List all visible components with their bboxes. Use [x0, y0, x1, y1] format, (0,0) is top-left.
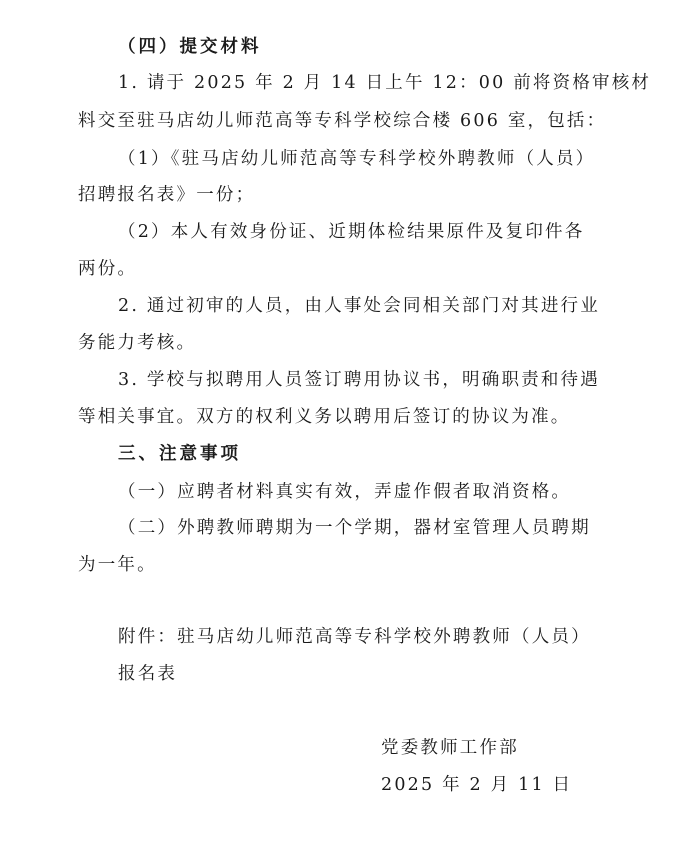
item-2-line-2: 务能力考核。	[78, 333, 197, 353]
sub-item-2-line-2: 两份。	[78, 259, 138, 279]
item-3-line-2: 等相关事宜。双方的权利义务以聘用后签订的协议为准。	[78, 407, 571, 427]
notes-heading: 三、注意事项	[118, 444, 241, 464]
signature-department: 党委教师工作部	[381, 738, 519, 758]
attachment-line-1: 附件：驻马店幼儿师范高等专科学校外聘教师（人员）	[118, 627, 591, 647]
signature-date: 2025 年 2 月 11 日	[381, 775, 573, 795]
sub-item-1-line-1: （1）《驻马店幼儿师范高等专科学校外聘教师（人员）	[118, 149, 596, 169]
attachment-line-2: 报名表	[118, 664, 178, 684]
note-2-line-2: 为一年。	[78, 555, 157, 575]
sub-item-2-line-1: （2）本人有效身份证、近期体检结果原件及复印件各	[118, 222, 585, 242]
item-3-line-1: 3. 学校与拟聘用人员签订聘用协议书，明确职责和待遇	[118, 370, 600, 390]
sub-item-1-line-2: 招聘报名表》一份；	[78, 185, 256, 205]
item-1-line-1: 1. 请于 2025 年 2 月 14 日上午 12：00 前将资格审核材	[118, 73, 652, 93]
note-1: （一）应聘者材料真实有效，弄虚作假者取消资格。	[118, 482, 572, 502]
section-heading: （四）提交材料	[118, 37, 262, 57]
note-2-line-1: （二）外聘教师聘期为一个学期，器材室管理人员聘期	[118, 518, 591, 538]
item-2-line-1: 2. 通过初审的人员，由人事处会同相关部门对其进行业	[118, 296, 600, 316]
item-1-line-2: 料交至驻马店幼儿师范高等专科学校综合楼 606 室，包括：	[78, 111, 607, 131]
